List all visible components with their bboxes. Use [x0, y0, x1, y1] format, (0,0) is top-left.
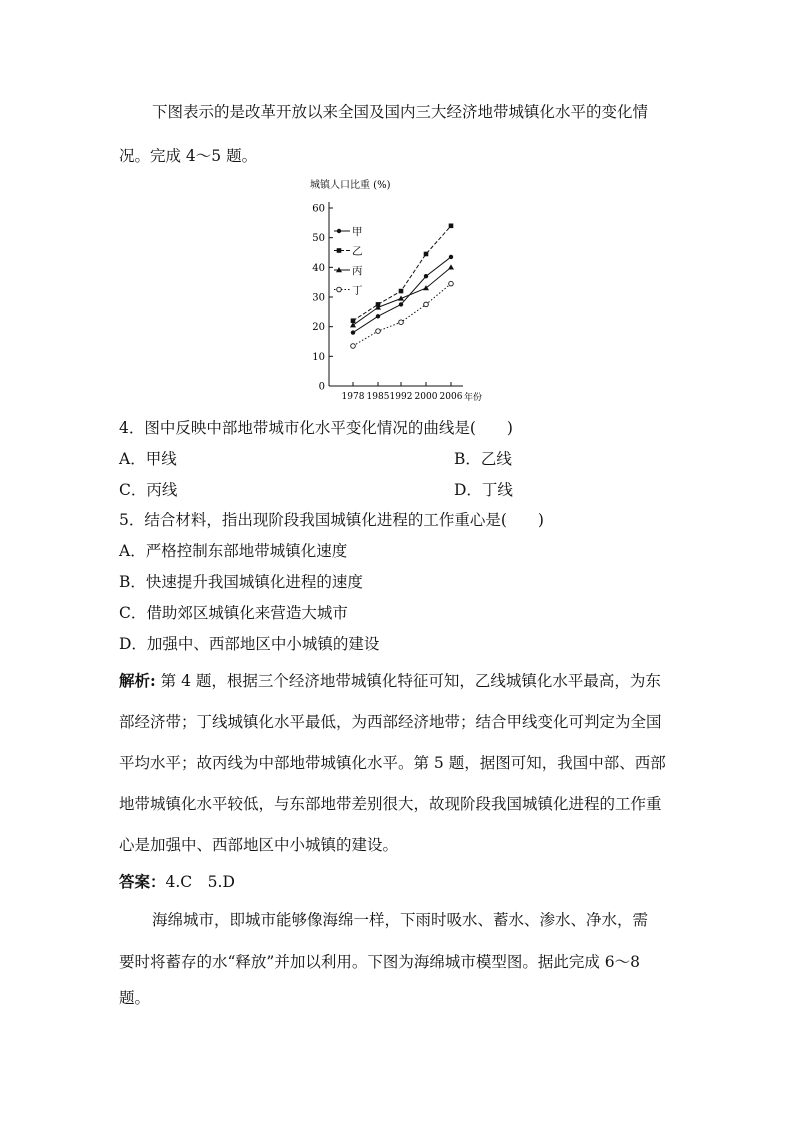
legend-label: 甲	[352, 226, 363, 238]
data-point	[424, 252, 429, 257]
q5-option-d: D．加强中、西部地区中小城镇的建设	[119, 635, 380, 653]
data-point	[449, 281, 454, 286]
legend-marker	[337, 287, 342, 292]
data-point	[399, 289, 404, 294]
chart-y-axis-label: 城镇人口比重 (%)	[310, 180, 391, 191]
data-point	[376, 314, 380, 318]
answer-value: 4.C 5.D	[165, 873, 235, 891]
q4-option-d: D．丁线	[454, 481, 513, 499]
data-point	[399, 320, 404, 325]
urbanization-line-chart	[290, 170, 520, 402]
analysis-label: 解析:	[119, 671, 156, 690]
data-point	[448, 264, 454, 269]
intro2-line-3: 题。	[119, 989, 151, 1007]
y-tick-label: 30	[312, 292, 325, 304]
series-line-1	[353, 226, 451, 321]
data-point	[351, 330, 355, 334]
analysis-line-4: 地带城镇化水平较低，与东部地带差别很大，故现阶段我国城镇化进程的工作重	[119, 795, 662, 813]
intro-line-2: 况。完成 4～5 题。	[119, 147, 258, 165]
data-point	[449, 224, 454, 229]
data-point	[449, 255, 453, 259]
q4-stem: 4．图中反映中部地带城市化水平变化情况的曲线是( )	[119, 419, 513, 437]
analysis-text-1: 第 4 题，根据三个经济地带城镇化特征可知，乙线城镇化水平最高，为东	[160, 672, 661, 690]
q5-option-c: C．借助郊区城镇化来营造大城市	[119, 604, 348, 622]
q5-option-a: A．严格控制东部地带城镇化速度	[119, 542, 348, 560]
series-line-2	[353, 267, 451, 325]
legend-label: 丙	[352, 265, 363, 277]
data-point	[424, 302, 429, 307]
y-tick-label: 10	[312, 351, 325, 363]
analysis-line-1	[119, 671, 661, 691]
intro-line-1: 下图表示的是改革开放以来全国及国内三大经济地带城镇化水平的变化情	[152, 103, 649, 121]
y-tick-label: 60	[312, 203, 325, 215]
q5-stem: 5．结合材料，指出现阶段我国城镇化进程的工作重心是( )	[119, 511, 544, 529]
intro2-line-1: 海绵城市，即城市能够像海绵一样，下雨时吸水、蓄水、渗水、净水，需	[152, 911, 649, 929]
x-tick-label: 1978	[341, 392, 365, 402]
x-tick-label: 2006	[439, 392, 463, 402]
x-tick-label: 1985	[366, 392, 390, 402]
y-tick-label: 40	[312, 262, 325, 274]
q4-option-c: C．丙线	[119, 481, 178, 499]
legend-marker	[337, 248, 342, 253]
analysis-line-3: 平均水平；故丙线为中部地带城镇化水平。第 5 题，据图可知，我国中部、西部	[119, 754, 666, 772]
data-point	[399, 302, 403, 306]
analysis-line-2: 部经济带；丁线城镇化水平最低，为西部经济地带；结合甲线变化可判定为全国	[119, 713, 662, 731]
legend-marker	[337, 229, 341, 233]
x-tick-label: 2000	[414, 392, 438, 402]
legend-label: 乙	[352, 245, 363, 258]
answer-label: 答案：	[119, 872, 166, 891]
legend-label: 丁	[352, 284, 363, 297]
answer-line	[119, 872, 235, 892]
analysis-line-5: 心是加强中、西部地区中小城镇的建设。	[119, 836, 399, 854]
y-tick-label: 20	[312, 322, 325, 334]
data-point	[424, 274, 428, 278]
y-tick-label: 50	[312, 233, 325, 245]
data-point	[351, 344, 356, 349]
intro2-line-2: 要时将蓄存的水“释放”并加以利用。下图为海绵城市模型图。据此完成 6～8	[119, 953, 641, 971]
data-point	[376, 329, 381, 334]
chart-x-axis-label: 年份	[464, 393, 483, 402]
q4-option-a: A．甲线	[119, 450, 177, 468]
q4-option-b: B．乙线	[454, 450, 512, 468]
y-tick-label: 0	[318, 381, 325, 393]
q5-option-b: B．快速提升我国城镇化进程的速度	[119, 573, 363, 591]
x-tick-label: 1992	[389, 392, 413, 402]
